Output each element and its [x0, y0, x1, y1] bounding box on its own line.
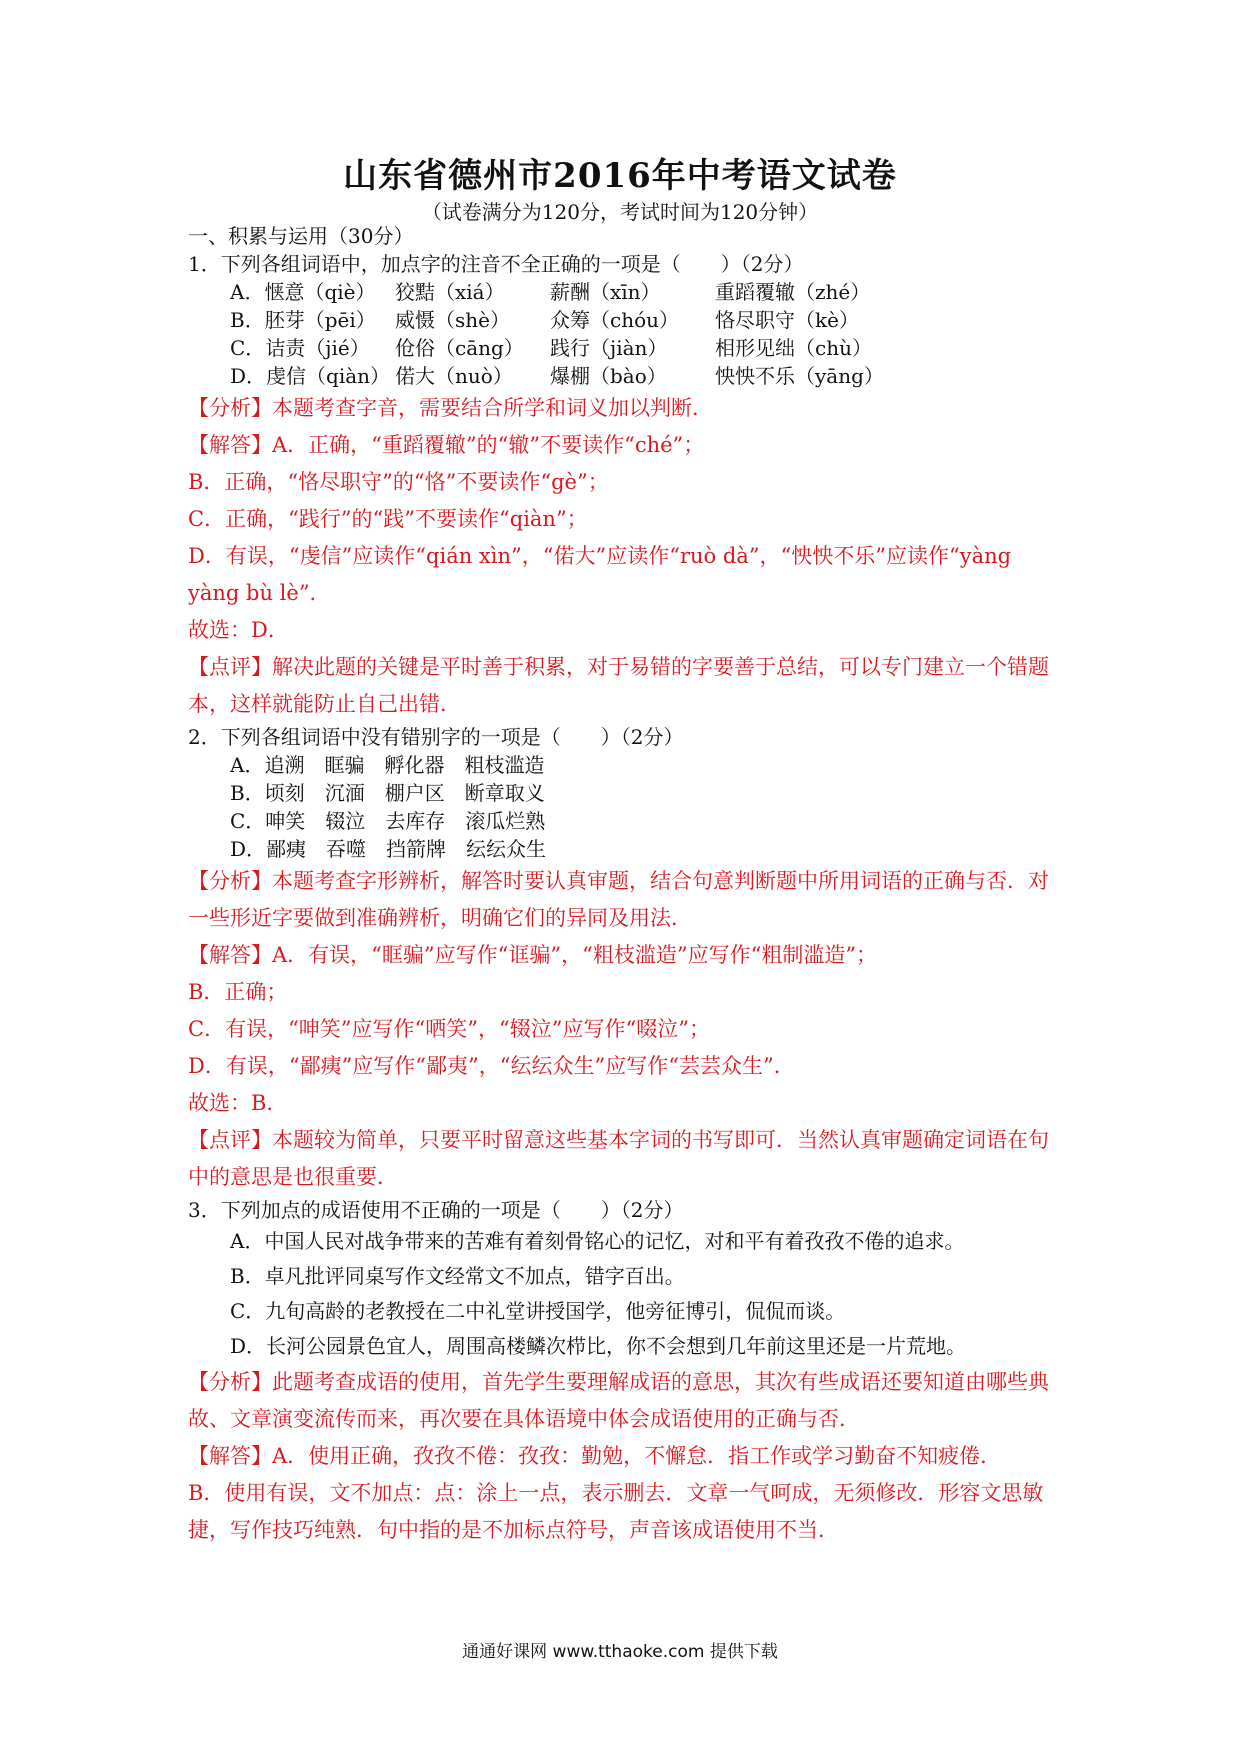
option-item: B．胚芽（pēi） — [230, 308, 376, 332]
page-footer: 通通好课网 www.tthaoke.com 提供下载 — [462, 1642, 778, 1662]
q2-choice: 故选：B． — [188, 1091, 288, 1115]
q2-answer-a — [188, 937, 1068, 974]
option-item: 辍泣 — [325, 809, 366, 833]
comment-text: 本题较为简单，只要平时留意这些基本字词的书写即可．当然认真审题确定词语在句中的意思是也很重要． — [188, 1128, 1049, 1189]
answer-tag: 【解答】 — [188, 433, 272, 457]
answer-tag: 【解答】 — [188, 1444, 272, 1468]
option-item: 重蹈覆辙（zhé） — [715, 280, 871, 304]
option-item: 粗枝滥造 — [464, 753, 545, 777]
q2-answer-d: D．有误，“鄙痍”应写作“鄙夷”，“纭纭众生”应写作“芸芸众生”． — [188, 1054, 795, 1078]
option-item: 众筹（chóu） — [550, 308, 680, 332]
q1-option-c — [188, 334, 1068, 362]
option-item: B．顷刻 — [230, 781, 305, 805]
q3-stem: 3．下列加点的成语使用不正确的一项是（ ）（2分） — [188, 1198, 684, 1222]
option-item: D．鄙痍 — [230, 837, 307, 861]
q3-option-c: C．九旬高龄的老教授在二中礼堂讲授国学，他旁征博引，侃侃而谈。 — [230, 1299, 846, 1323]
option-item: C．呻笑 — [230, 809, 306, 833]
exam-subtitle: （试卷满分为120分，考试时间为120分钟） — [421, 200, 819, 224]
option-item: 孵化器 — [384, 753, 445, 777]
q1-analysis — [188, 390, 1068, 427]
analysis-text: 本题考查字音，需要结合所学和词义加以判断． — [272, 396, 713, 420]
q1-answer-a — [188, 427, 1068, 464]
option-item: 沉湎 — [324, 781, 365, 805]
q3-option-d: D．长河公园景色宜人，周围高楼鳞次栉比，你不会想到几年前这里还是一片荒地。 — [230, 1334, 967, 1358]
analysis-tag: 【分析】 — [188, 1370, 272, 1394]
option-item: A．追溯 — [230, 753, 305, 777]
option-item: 狡黠（xiá） — [395, 280, 505, 304]
q3-analysis — [188, 1364, 1068, 1438]
q1-stem: 1．下列各组词语中，加点字的注音不全正确的一项是（ ）（2分） — [188, 252, 804, 276]
answer-text: A．正确，“重蹈覆辙”的“辙”不要读作“ché”； — [272, 433, 705, 457]
analysis-tag: 【分析】 — [188, 396, 272, 420]
q1-option-a — [188, 278, 1068, 306]
q3-answer-b: B．使用有误，文不加点：点：涂上一点，表示删去．文章一气呵成，无须修改．形容文思敏捷，写作技巧纯熟．句中指的是不加标点符号，声音该成语使用不当． — [188, 1481, 1044, 1542]
analysis-tag: 【分析】 — [188, 869, 272, 893]
option-item: 偌大（nuò） — [395, 364, 513, 388]
section-heading: 一、积累与运用（30分） — [188, 224, 414, 248]
option-item: 伧俗（cāng） — [395, 336, 524, 360]
q2-option-a — [188, 751, 1068, 779]
option-item: 相形见绌（chù） — [715, 336, 872, 360]
option-item: 吞噬 — [326, 837, 367, 861]
comment-text: 解决此题的关键是平时善于积累，对于易错的字要善于总结，可以专门建立一个错题本，这样就能防止自己出错． — [188, 655, 1049, 716]
q3-option-b: B．卓凡批评同桌写作文经常文不加点，错字百出。 — [230, 1264, 685, 1288]
option-item: 纭纭众生 — [466, 837, 547, 861]
answer-text: A．有误，“眶骗”应写作“诓骗”，“粗枝滥造”应写作“粗制滥造”； — [272, 943, 878, 967]
option-item: 爆棚（bào） — [550, 364, 667, 388]
q2-option-b — [188, 779, 1068, 807]
q2-answer-c: C．有误，“呻笑”应写作“哂笑”，“辍泣”应写作“啜泣”； — [188, 1017, 710, 1041]
option-item: A．惬意（qiè） — [230, 280, 376, 304]
q3-answer-a — [188, 1438, 1068, 1475]
answer-tag: 【解答】 — [188, 943, 272, 967]
q3-option-a: A．中国人民对战争带来的苦难有着刻骨铭心的记忆，对和平有着孜孜不倦的追求。 — [230, 1229, 965, 1253]
option-item: 恪尽职守（kè） — [715, 308, 859, 332]
option-item: 去库存 — [385, 809, 446, 833]
option-item: 怏怏不乐（yāng） — [715, 364, 884, 388]
q1-answer-d: D．有误，“虔信”应读作“qián xìn”，“偌大”应读作“ruò dà”，“怏怏不乐”应读作“yàng yàng bù lè”． — [188, 544, 1012, 605]
option-item: 滚瓜烂熟 — [465, 809, 546, 833]
q1-option-b — [188, 306, 1068, 334]
q1-option-d — [188, 362, 1068, 390]
option-item: 棚户区 — [384, 781, 445, 805]
q2-analysis — [188, 863, 1068, 937]
option-item: 眶骗 — [324, 753, 365, 777]
option-item: 挡箭牌 — [386, 837, 447, 861]
comment-tag: 【点评】 — [188, 655, 272, 679]
option-item: 威慑（shè） — [395, 308, 510, 332]
q2-option-d — [188, 835, 1068, 863]
q2-stem: 2．下列各组词语中没有错别字的一项是（ ）（2分） — [188, 725, 684, 749]
q1-answer-c: C．正确，“践行”的“践”不要读作“qiàn”； — [188, 507, 588, 531]
option-item: 断章取义 — [464, 781, 545, 805]
exam-content — [188, 222, 1068, 1549]
option-item: 践行（jiàn） — [550, 336, 668, 360]
q1-choice: 故选：D． — [188, 618, 289, 642]
exam-title: 山东省德州市2016年中考语文试卷 — [343, 156, 897, 196]
option-item: C．诘责（jié） — [230, 336, 370, 360]
q1-comment — [188, 649, 1068, 723]
option-item: D．虔信（qiàn） — [230, 364, 391, 388]
option-item: 薪酬（xīn） — [550, 280, 661, 304]
analysis-text: 此题考查成语的使用，首先学生要理解成语的意思，其次有些成语还要知道由哪些典故、文章演变流传而来，再次要在具体语境中体会成语使用的正确与否． — [188, 1370, 1049, 1431]
comment-tag: 【点评】 — [188, 1128, 272, 1152]
q1-answer-b: B．正确，“恪尽职守”的“恪”不要读作“gè”； — [188, 470, 609, 494]
answer-text: A．使用正确，孜孜不倦：孜孜：勤勉，不懈怠．指工作或学习勤奋不知疲倦． — [272, 1444, 1002, 1468]
q2-option-c — [188, 807, 1068, 835]
q2-answer-b: B．正确； — [188, 980, 288, 1004]
q2-comment — [188, 1122, 1068, 1196]
analysis-text: 本题考查字形辨析，解答时要认真审题，结合句意判断题中所用词语的正确与否．对一些形近字要做到准确辨析，明确它们的异同及用法． — [188, 869, 1049, 930]
